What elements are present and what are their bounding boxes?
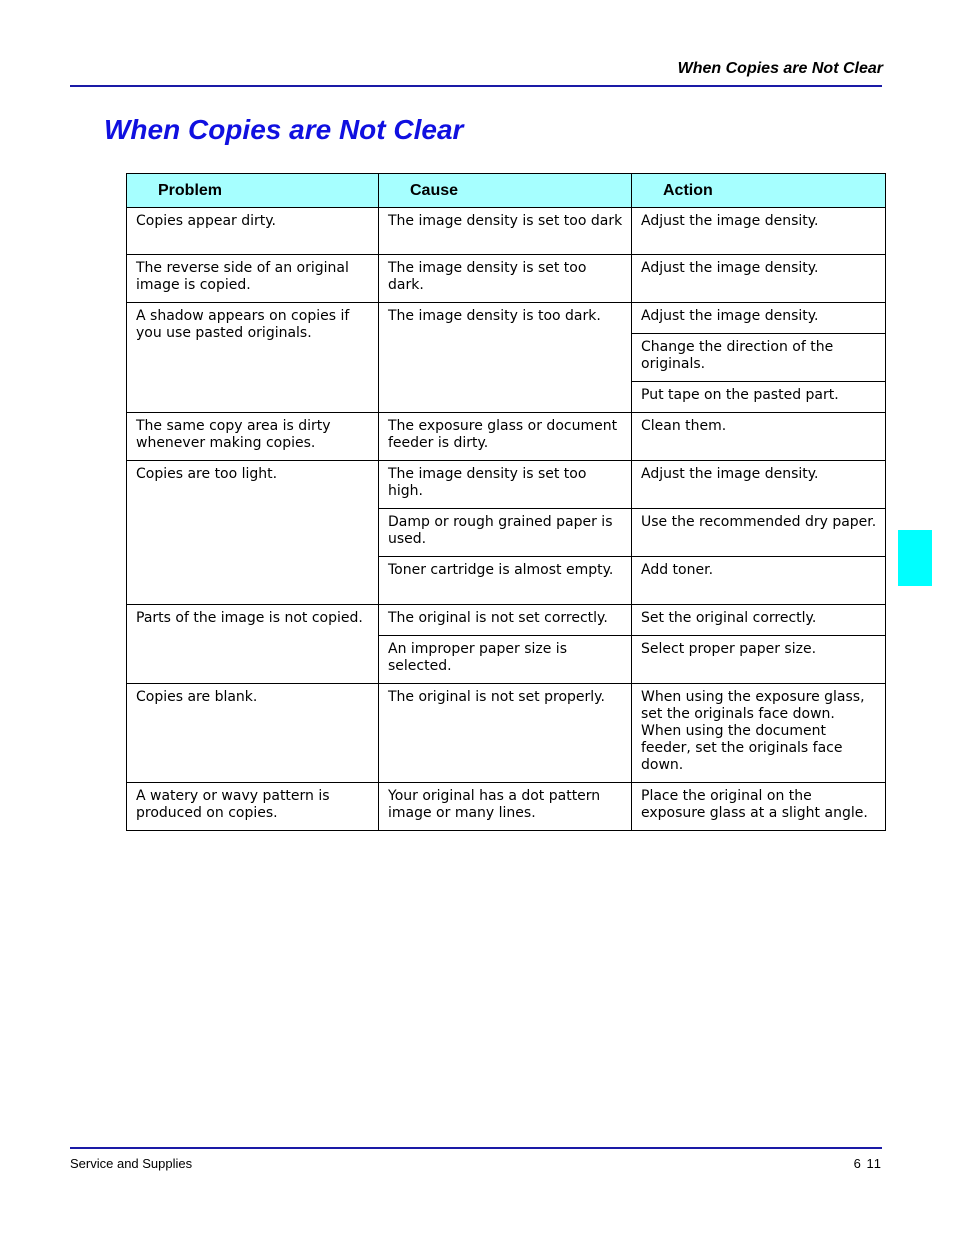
problem-cell: Copies appear dirty. (127, 208, 379, 255)
action-cell: Adjust the image density. (632, 461, 886, 509)
table-row (127, 303, 886, 334)
problem-cell: Copies are too light. (127, 461, 379, 605)
cause-cell: Your original has a dot pattern image or many lines. (379, 783, 632, 831)
action-cell: When using the exposure glass, set the originals face down. When using the document feeder, set the originals face down. (632, 684, 886, 783)
cause-cell: The original is not set correctly. (379, 605, 632, 636)
problem-cell: Copies are blank. (127, 684, 379, 783)
action-cell: Change the direction of the originals. (632, 334, 886, 382)
table-row (127, 605, 886, 636)
problem-cell: Parts of the image is not copied. (127, 605, 379, 684)
column-header-action: Action (632, 174, 886, 208)
problem-cell: The reverse side of an original image is copied. (127, 255, 379, 303)
action-cell: Clean them. (632, 413, 886, 461)
problem-cell: A watery or wavy pattern is produced on copies. (127, 783, 379, 831)
table-header-row (127, 174, 886, 208)
cause-cell: The image density is too dark. (379, 303, 632, 413)
footer-page-number: 6 11 (853, 1156, 882, 1171)
footer-section-name: Service and Supplies (70, 1156, 193, 1171)
cause-cell: The image density is set too high. (379, 461, 632, 509)
action-cell: Adjust the image density. (632, 303, 886, 334)
table-row (127, 413, 886, 461)
column-header-problem: Problem (127, 174, 379, 208)
action-cell: Use the recommended dry paper. (632, 509, 886, 557)
chapter-side-tab (898, 530, 932, 586)
table-row (127, 255, 886, 303)
table-row (127, 208, 886, 255)
problem-cell: The same copy area is dirty whenever making copies. (127, 413, 379, 461)
problem-cell: A shadow appears on copies if you use pasted originals. (127, 303, 379, 413)
cause-cell: The image density is set too dark (379, 208, 632, 255)
cause-cell: The image density is set too dark. (379, 255, 632, 303)
action-cell: Adjust the image density. (632, 208, 886, 255)
column-header-cause: Cause (379, 174, 632, 208)
cause-cell: Damp or rough grained paper is used. (379, 509, 632, 557)
cause-cell: An improper paper size is selected. (379, 636, 632, 684)
table-row (127, 684, 886, 783)
footer-rule (70, 1147, 882, 1149)
action-cell: Put tape on the pasted part. (632, 382, 886, 413)
cause-cell: The original is not set properly. (379, 684, 632, 783)
troubleshooting-table (126, 173, 886, 831)
action-cell: Select proper paper size. (632, 636, 886, 684)
action-cell: Add toner. (632, 557, 886, 605)
running-head: When Copies are Not Clear (677, 60, 883, 77)
page-title: When Copies are Not Clear (104, 114, 464, 145)
cause-cell: Toner cartridge is almost empty. (379, 557, 632, 605)
action-cell: Place the original on the exposure glass at a slight angle. (632, 783, 886, 831)
table-row (127, 461, 886, 509)
table-row (127, 783, 886, 831)
cause-cell: The exposure glass or document feeder is dirty. (379, 413, 632, 461)
header-rule (70, 85, 882, 87)
action-cell: Adjust the image density. (632, 255, 886, 303)
action-cell: Set the original correctly. (632, 605, 886, 636)
